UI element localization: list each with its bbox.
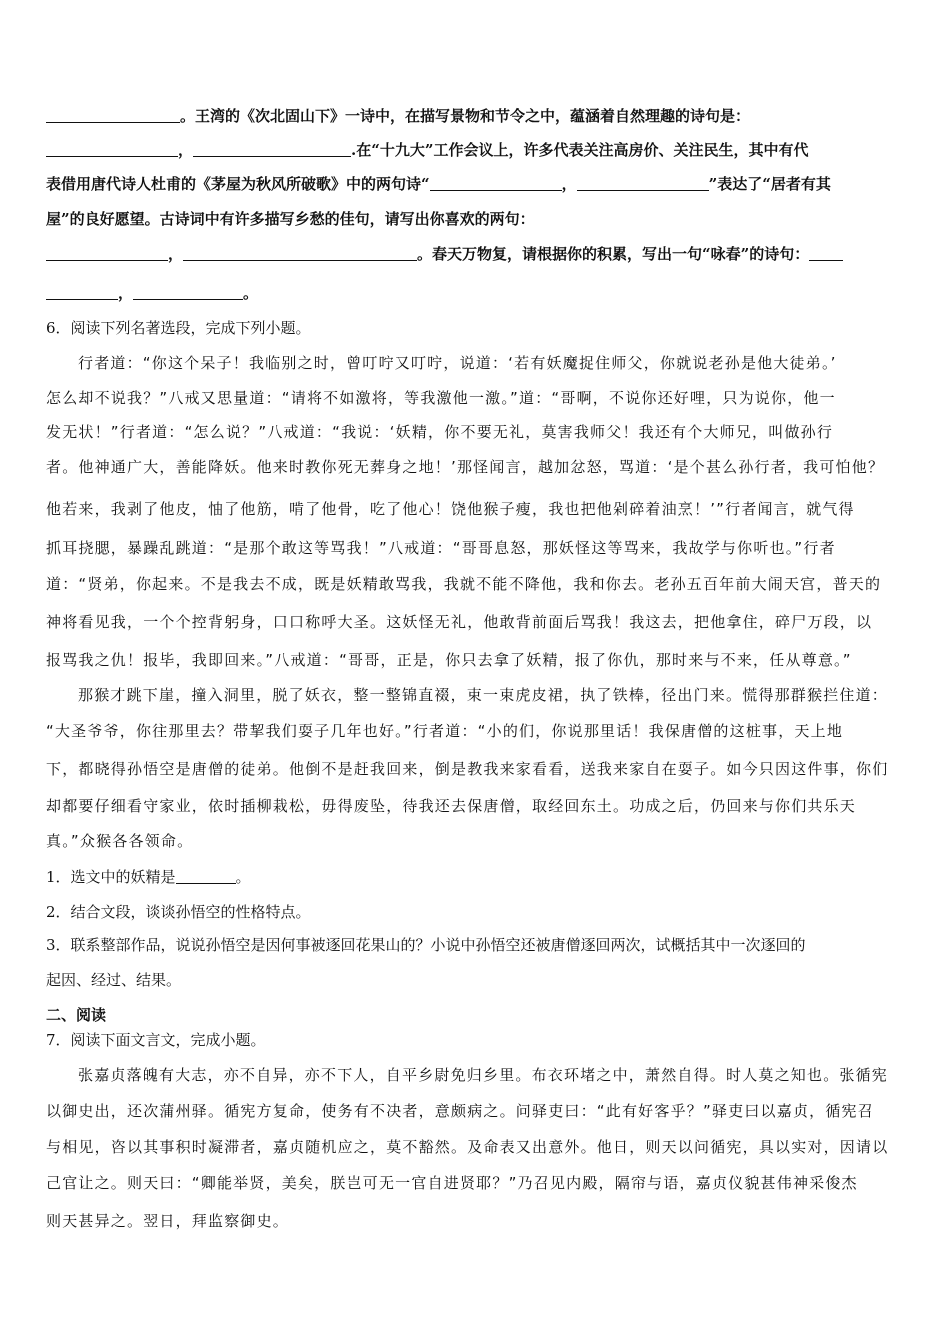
classical-text-line: 以御史出，还次蒲州驿。循宪方复命，使务有不决者，意颇病之。问驿吏曰：“此有好客乎？”驿吏曰以嘉贞，循宪召 [46,1102,874,1120]
answer-blank[interactable] [46,285,118,300]
answer-blank[interactable] [809,246,843,261]
classical-text-line: 张嘉贞落魄有大志，亦不自异，亦不下人，自平乡尉免归乡里。布衣环堵之中，萧然自得。时人莫之知也。张循宪 [78,1066,889,1084]
passage-line: 发无状！”行者道：“怎么说？”八戒道：“我说：‘妖精，你不要无礼，莫害我师父！我还有个大师兄，叫做孙行 [46,423,834,441]
classical-text-line: 与相见，咨以其事积时凝滞者，嘉贞随机应之，莫不豁然。及命表又出意外。他日，则天以问循宪，具以实对，因请以 [46,1138,889,1156]
passage-line: 真。”众猴各各领命。 [46,832,194,850]
fill-in-line-4: 屋”的良好愿望。古诗词中有许多描写乡愁的佳句，请写出你喜欢的两句： [46,210,535,228]
passage-line: 神将看见我，一个个控背躬身，口口称呼大圣。这妖怪无礼，他敢背前面后骂我！我这去，把他拿住，碎尸万段，以 [46,613,873,631]
passage-line: 行者道：“你这个呆子！我临别之时，曾叮咛又叮咛，说道：‘若有妖魔捉住师父，你就说老孙是他大徒弟。’ [78,354,837,372]
classical-text-line: 则天甚异之。翌日，拜监察御史。 [46,1212,290,1230]
passage-line: 怎么却不说我？”八戒又思量道：“请将不如激将，等我激他一激。”道：“哥啊，不说你还好哩，只为说你，他一 [46,389,836,407]
sub-question-2: 2．结合文段，谈谈孙悟空的性格特点。 [46,903,311,921]
answer-blank[interactable] [183,246,417,261]
sub-question-1: 1．选文中的妖精是 。 [46,868,251,886]
answer-blank[interactable] [430,176,562,191]
sub-question-3-cont: 起因、经过、结果。 [46,971,182,989]
answer-blank[interactable] [46,108,180,123]
answer-blank[interactable] [46,246,168,261]
fill-in-line-3: 表借用唐代诗人杜甫的《茅屋为秋风所破歌》中的两句诗“ ， ”表达了“居者有其 [46,175,831,193]
classical-text-line: 己官让之。则天曰：“卿能举贤，美矣，朕岂可无一官自进贤耶？”乃召见内殿，隔帘与语，嘉贞仪貌甚伟神采俊杰 [46,1174,858,1192]
answer-blank[interactable] [133,285,243,300]
passage-line: “大圣爷爷，你往那里去？带挈我们耍子几年也好。”行者道：“小的们，你说那里话！我保唐僧的这桩事，天上地 [46,722,844,740]
question-7-title: 7．阅读下面文言文，完成小题。 [46,1031,266,1049]
passage-line: 报骂我之仇！报毕，我即回来。”八戒道：“哥哥，正是，你只去拿了妖精，报了你仇，那时来与不来，任从尊意。” [46,651,852,669]
answer-blank[interactable] [46,142,178,157]
passage-line: 却都要仔细看守家业，依时插柳栽松，毋得废坠，待我还去保唐僧，取经回东土。功成之后，仍回来与你们共乐天 [46,797,857,815]
passage-line: 那猴才跳下崖，撞入洞里，脱了妖衣，整一整锦直裰，束一束虎皮裙，执了铁棒，径出门来。慌得那群猴拦住道： [78,686,889,704]
answer-blank[interactable] [193,142,351,157]
section-heading: 二、阅读 [46,1006,107,1024]
passage-line: 抓耳挠腮，暴躁乱跳道：“是那个敢这等骂我！”八戒道：“哥哥息怒，那妖怪这等骂来，我故学与你听也。”行者 [46,539,836,557]
question-6-title: 6．阅读下列名著选段，完成下列小题。 [46,319,311,337]
answer-blank[interactable] [176,869,236,884]
passage-line: 道：“贤弟，你起来。不是我去不成，既是妖精敢骂我，我就不能不降他，我和你去。老孙五百年前大闹天宫，普天的 [46,575,882,593]
fill-in-line-5: ， 。春天万物复，请根据你的积累，写出一句“咏春”的诗句： [46,243,843,264]
answer-blank[interactable] [577,176,709,191]
sub-question-3: 3．联系整部作品，说说孙悟空是因何事被逐回花果山的？小说中孙悟空还被唐僧逐回两次，试概括其中一次逐回的 [46,936,806,954]
passage-line: 他若来，我剥了他皮，怞了他筋，啃了他骨，吃了他心！饶他猴子瘦，我也把他剁碎着油烹！’”行者闻言，就气得 [46,500,855,518]
fill-in-line-6: ， 。 [46,282,258,303]
fill-in-line-2: ， .在“十九大”工作会议上，许多代表关注高房价、关注民生，其中有代 [46,139,809,160]
passage-line: 下，都晓得孙悟空是唐僧的徒弟。他倒不是赶我回来，倒是教我来家看看，送我来家自在耍子。如今只因这件事，你们 [46,760,889,778]
passage-line: 者。他神通广大，善能降妖。他来时教你死无葬身之地！’那怪闻言，越加忿怒，骂道：‘是个甚么孙行者，我可怕他？ [46,458,885,476]
fill-in-line-1: 。王湾的《次北固山下》一诗中，在描写景物和节令之中，蕴涵着自然理趣的诗句是： [46,105,750,126]
